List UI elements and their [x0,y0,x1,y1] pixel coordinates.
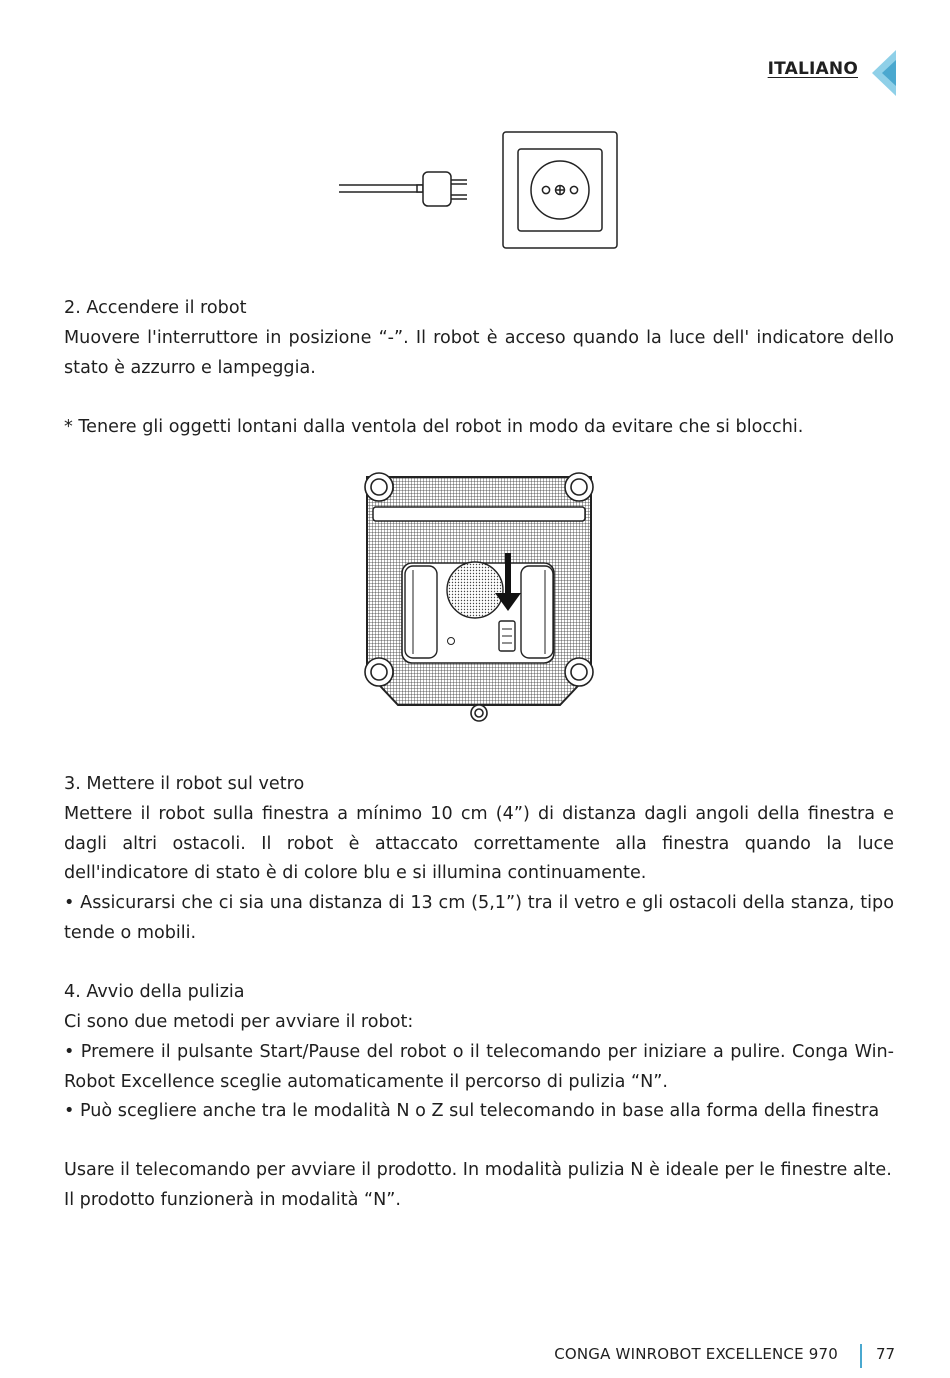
section-4-paragraph-2: Il prodotto funzionerà in modalità “N”. [64,1190,402,1210]
section-3-bullet: • Assicurarsi che ci sia una distanza di 13 cm (5,1”) tra il vetro e gli ostacoli della stanza, tipo tende o mobili. [64,893,894,943]
section-4-paragraph-1: Usare il telecomando per avviare il prodotto. In modalità pulizia N è ideale per le finestre alte. [64,1160,892,1180]
section-4-bullet-2: • Può scegliere anche tra le modalità N o Z sul telecomando in base alla forma della finestra [64,1101,880,1121]
section-2-body: Muovere l'interruttore in posizione “-”. Il robot è acceso quando la luce dell' indicatore dello stato è azzurro e lampeggia. [64,328,894,378]
page-number: 77 [876,1345,896,1363]
footer-product-name: CONGA WINROBOT EXCELLENCE 970 [554,1345,838,1363]
section-2-heading: 2. Accendere il robot [64,298,247,318]
language-label: ITALIANO [767,59,858,79]
robot-switch-illustration [355,467,603,727]
section-3-heading: 3. Mettere il robot sul vetro [64,774,305,794]
section-3-body: Mettere il robot sulla finestra a mínimo 10 cm (4”) di distanza dagli angoli della finestra e dagli altri ostacoli. Il robot è attaccato correttamente alla finestra quando la luce dell'indicatore di stato è di colore blu e si illumina continuamente. [64,804,894,884]
section-4-bullet-1: • Premere il pulsante Start/Pause del robot o il telecomando per iniziare a pulire. Conga Win-Robot Excellence sceglie automaticamente il percorso di pulizia “N”. [64,1042,894,1092]
footer-divider [860,1344,862,1368]
language-tab-icon [868,50,896,96]
section-4-heading: 4. Avvio della pulizia [64,982,245,1002]
section-4-intro: Ci sono due metodi per avviare il robot: [64,1012,414,1032]
plug-and-socket-illustration [335,128,625,252]
section-2-note: * Tenere gli oggetti lontani dalla ventola del robot in modo da evitare che si blocchi. [64,417,804,437]
